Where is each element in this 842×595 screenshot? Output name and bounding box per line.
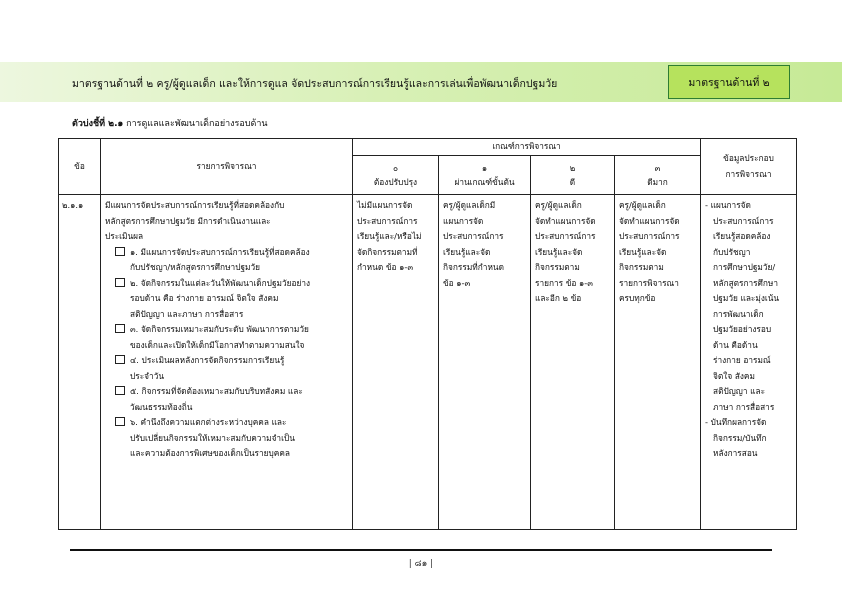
checklist-line: ปรับเปลี่ยนกิจกรรมให้เหมาะสมกับความจำเป็น — [130, 432, 295, 443]
checklist-item-5 — [115, 384, 348, 415]
checkbox-icon[interactable] — [115, 324, 125, 333]
checklist-item-6 — [115, 415, 348, 462]
checklist-line: และความต้องการพิเศษของเด็กเป็นรายบุคคล — [130, 448, 290, 458]
supporting-line: ปฐมวัย และมุ่งเน้น — [713, 293, 780, 303]
supporting-line: ด้าน คือด้าน — [713, 339, 758, 350]
header-supporting-line: การพิจารณา — [725, 168, 772, 179]
level-text-line: ครู/ผู้ดูแลเด็ก — [619, 200, 666, 210]
level-0-cell — [353, 195, 439, 530]
header-level-1 — [439, 156, 531, 195]
level-text-line: ประสบการณ์การ — [535, 231, 596, 241]
level-label: ดี — [569, 177, 576, 187]
checkbox-icon[interactable] — [115, 417, 125, 426]
row-number: ๒.๑.๑ — [59, 195, 101, 530]
level-2-cell — [531, 195, 615, 530]
level-text-line: เรียนรู้และจัด — [443, 246, 491, 257]
indicator-heading — [72, 116, 268, 130]
supporting-line: ร่างกาย อารมณ์ — [713, 355, 771, 365]
supporting-line: หลังการสอน — [713, 448, 758, 458]
level-1-cell — [439, 195, 531, 530]
checklist-item-4 — [115, 353, 348, 384]
checklist-line: กับปรัชญา/หลักสูตรการศึกษาปฐมวัย — [130, 262, 261, 272]
header-supporting — [701, 139, 797, 195]
indicator-text: การดูแลและพัฒนาเด็กอย่างรอบด้าน — [126, 119, 268, 129]
item-intro-line: หลักสูตรการศึกษาปฐมวัย มีการดำเนินงานและ — [105, 215, 271, 226]
level-text-line: ข้อ ๑-๓ — [443, 277, 471, 288]
header-level-0 — [353, 156, 439, 195]
level-label: ผ่านเกณฑ์ขั้นต้น — [454, 177, 515, 187]
level-text-line: แผนการจัด — [443, 215, 484, 226]
level-text-line: กิจกรรมที่กำหนด — [443, 262, 504, 272]
level-number: ๐ — [392, 163, 399, 173]
level-text-line: กิจกรรมตาม — [619, 262, 664, 272]
supporting-line: ภาษา การสื่อสาร — [713, 401, 775, 412]
supporting-line: หลักสูตรการศึกษา — [713, 277, 779, 288]
page-title: มาตรฐานด้านที่ ๒ ครู/ผู้ดูแลเด็ก และให้การดูแล จัดประสบการณ์การเรียนรู้และการเล่นเพื่อพัฒนาเด็กปฐมวัย — [72, 78, 558, 90]
level-text-line: รายการ ข้อ ๑-๓ — [535, 277, 593, 288]
checklist-line: ๑. มีแผนการจัดประสบการณ์การเรียนรู้ที่สอดคล้อง — [130, 246, 310, 257]
supporting-evidence-cell — [701, 195, 797, 530]
header-level-3 — [615, 156, 701, 195]
level-text-line: จัดทำแผนการจัด — [535, 215, 596, 226]
checklist-line: ของเด็กและเปิดให้เด็กมีโอกาสทำตามความสนใจ — [130, 339, 305, 350]
row-item-cell — [101, 195, 353, 530]
level-text-line: ครู/ผู้ดูแลเด็ก — [535, 200, 582, 210]
supporting-line: การศึกษาปฐมวัย/ — [713, 262, 776, 272]
level-text-line: ประสบการณ์การ — [619, 231, 680, 241]
level-3-cell — [615, 195, 701, 530]
checklist-item-2 — [115, 276, 348, 323]
checkbox-icon[interactable] — [115, 247, 125, 256]
item-intro-line: ประเมินผล — [105, 231, 144, 241]
header-level-2 — [531, 156, 615, 195]
level-text-line: ประสบการณ์การ — [443, 231, 504, 241]
supporting-line: จิตใจ สังคม — [713, 370, 755, 381]
checklist-line: วัฒนธรรมท้องถิ่น — [130, 401, 193, 412]
checklist-line: ๖. คำนึงถึงความแตกต่างระหว่างบุคคล และ — [130, 417, 287, 427]
indicator-label: ตัวบ่งชี้ที่ ๒.๑ — [72, 119, 124, 129]
checklist-line: ๓. จัดกิจกรรมเหมาะสมกับระดับ พัฒนาการตามวัย — [130, 324, 309, 334]
checklist-line: ๒. จัดกิจกรรมในแต่ละวันให้พัฒนาเด็กปฐมวัยอย่าง — [130, 277, 311, 288]
level-text-line: ประสบการณ์การ — [357, 215, 418, 226]
level-text-line: และอีก ๒ ข้อ — [535, 293, 582, 303]
checklist-line: ๕. กิจกรรมที่จัดต้องเหมาะสมกับบริบทสังคม และ — [130, 386, 303, 396]
checklist-line: สติปัญญา และภาษา การสื่อสาร — [130, 308, 244, 319]
checklist-line: ๔. ประเมินผลหลังการจัดกิจกรรมการเรียนรู้ — [130, 355, 285, 365]
level-label: ดีมาก — [647, 177, 668, 187]
level-text-line: เรียนรู้และจัด — [619, 246, 667, 257]
supporting-line: สติปัญญา และ — [713, 386, 766, 396]
level-text-line: ไม่มีแผนการจัด — [357, 200, 413, 210]
supporting-line: กิจกรรม/บันทึก — [713, 432, 767, 443]
level-label: ต้องปรับปรุง — [373, 177, 418, 187]
level-number: ๓ — [654, 163, 661, 173]
item-intro-line: มีแผนการจัดประสบการณ์การเรียนรู้ที่สอดคล้องกับ — [105, 200, 285, 210]
checkbox-icon[interactable] — [115, 278, 125, 287]
level-text-line: เรียนรู้และจัด — [535, 246, 583, 257]
checklist-item-1 — [115, 245, 348, 276]
supporting-line: - แผนการจัด — [705, 200, 751, 210]
standard-badge: มาตรฐานด้านที่ ๒ — [668, 65, 790, 99]
supporting-line: ปฐมวัยอย่างรอบ — [713, 324, 772, 334]
level-number: ๒ — [569, 163, 576, 173]
table-row — [59, 195, 797, 530]
supporting-line: กับปรัชญา — [713, 246, 751, 257]
header-supporting-line: ข้อมูลประกอบ — [723, 153, 774, 163]
checklist-line: รอบด้าน คือ ร่างกาย อารมณ์ จิตใจ สังคม — [130, 293, 279, 303]
level-text-line: จัดทำแผนการจัด — [619, 215, 680, 226]
criteria-table — [58, 138, 797, 530]
header-criteria-group: เกณฑ์การพิจารณา — [353, 139, 701, 156]
checklist-line: ประจำวัน — [130, 370, 165, 381]
header-item: รายการพิจารณา — [101, 139, 353, 195]
supporting-line: เรียนรู้สอดคล้อง — [713, 231, 771, 241]
level-number: ๑ — [481, 163, 488, 173]
level-text-line: กิจกรรมตาม — [535, 262, 580, 272]
level-text-line: เรียนรู้และ/หรือไม่ — [357, 231, 422, 241]
checkbox-icon[interactable] — [115, 355, 125, 364]
footer-divider — [70, 549, 772, 551]
supporting-line: การพัฒนาเด็ก — [713, 308, 764, 319]
level-text-line: ครบทุกข้อ — [619, 293, 656, 303]
level-text-line: ครู/ผู้ดูแลเด็กมี — [443, 200, 496, 210]
level-text-line: กำหนด ข้อ ๑-๓ — [357, 262, 414, 272]
supporting-line: ประสบการณ์การ — [713, 215, 774, 226]
header-no: ข้อ — [59, 139, 101, 195]
page-number: | ๘๑ | — [408, 559, 434, 569]
checkbox-icon[interactable] — [115, 386, 125, 395]
level-text-line: จัดกิจกรรมตามที่ — [357, 246, 418, 257]
level-text-line: รายการพิจารณา — [619, 277, 679, 288]
checklist-item-3 — [115, 322, 348, 353]
supporting-line: - บันทึกผลการจัด — [705, 417, 767, 427]
